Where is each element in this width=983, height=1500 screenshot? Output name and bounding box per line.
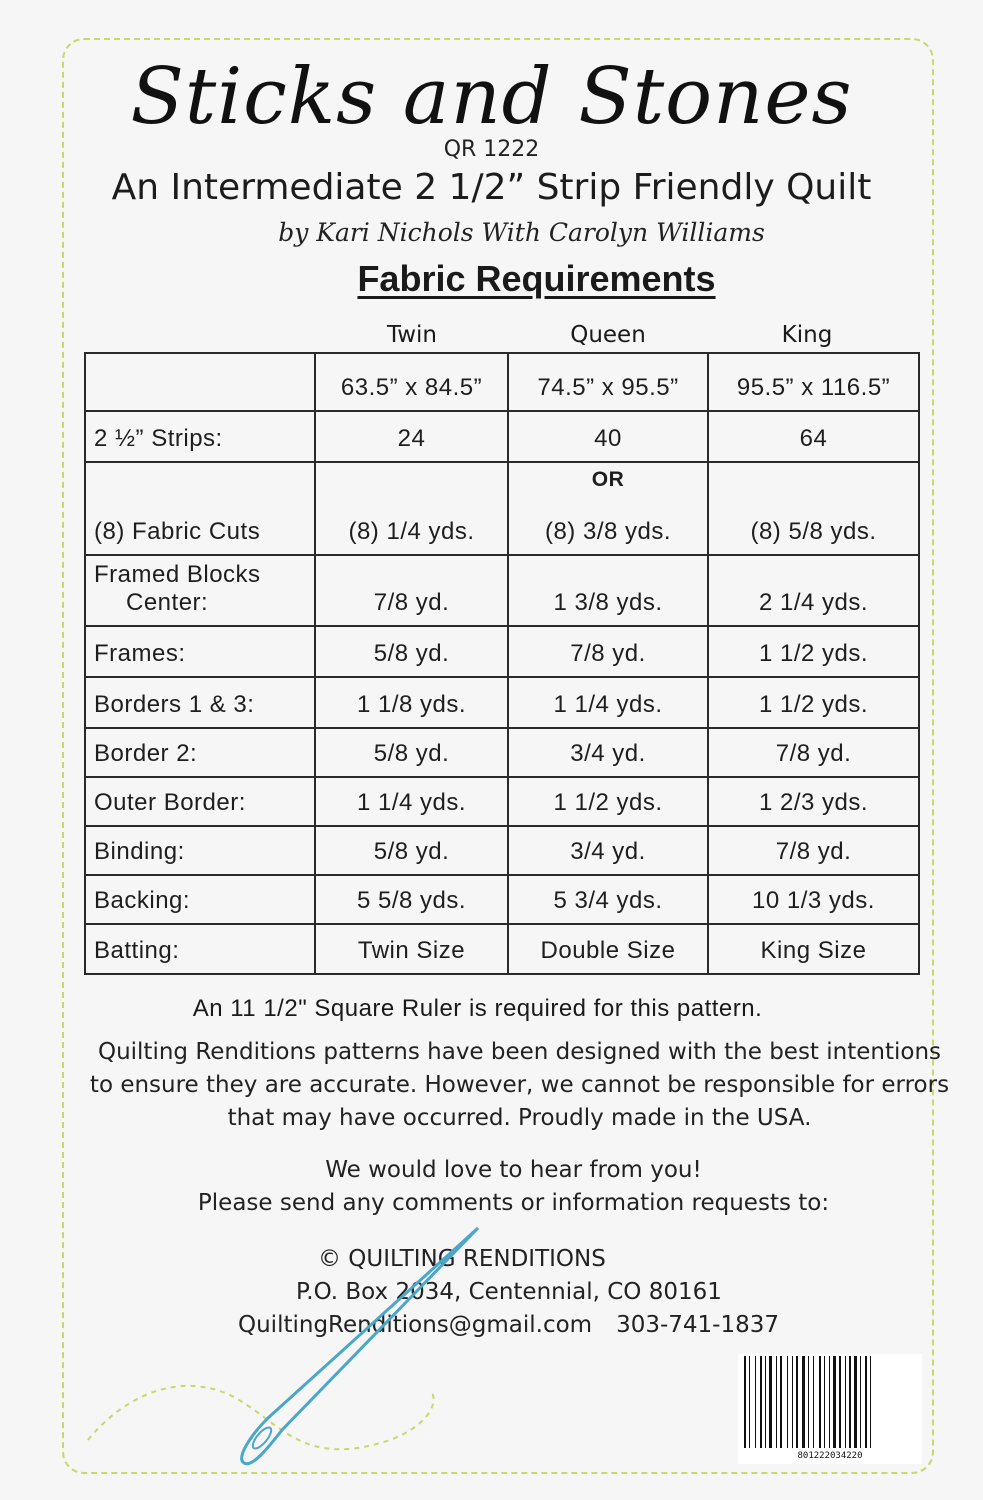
pattern-title: Sticks and Stones [130,52,853,142]
pattern-subtitle: An Intermediate 2 1/2” Strip Friendly Quilt [111,167,872,208]
table-cell: (8) 5/8 yds. [708,462,919,555]
table-cell: 7/8 yd. [708,728,919,777]
barcode-number: 801222034220 [797,1451,863,1461]
row-label: Border 2: [85,728,315,777]
row-label: Borders 1 & 3: [85,677,315,728]
row-label: Outer Border: [85,777,315,826]
table-cell: 5/8 yd. [315,728,508,777]
table-cell: 1 3/8 yds. [508,555,708,626]
table-cell: Twin Size [315,924,508,974]
table-cell: 63.5” x 84.5” [315,353,508,411]
ruler-note: An 11 1/2" Square Ruler is required for this pattern. [192,995,763,1022]
disclaimer-line: that may have occurred. Proudly made in the USA. [227,1105,812,1131]
table-cell: 5 5/8 yds. [315,875,508,924]
table-cell: 3/4 yd. [508,728,708,777]
column-header-king: King [781,322,833,348]
pattern-code: QR 1222 [443,137,540,162]
table-cell: 95.5” x 116.5” [708,353,919,411]
column-header-twin: Twin [386,322,438,348]
table-cell: 1 1/8 yds. [315,677,508,728]
table-cell: 10 1/3 yds. [708,875,919,924]
contact-intro-line: We would love to hear from you! [325,1157,702,1183]
table-cell: 64 [708,411,919,462]
contact-intro-line: Please send any comments or information requests to: [197,1190,830,1216]
disclaimer-line: Quilting Renditions patterns have been designed with the best intentions [97,1039,942,1065]
company-email[interactable]: QuiltingRenditions@gmail.com [238,1312,593,1338]
company-address: P.O. Box 2034, Centennial, CO 80161 [296,1279,722,1305]
company-name: © QUILTING RENDITIONS [318,1246,606,1272]
row-label: 2 ½” Strips: [85,411,315,462]
row-label: Batting: [85,924,315,974]
table-cell: 24 [315,411,508,462]
table-cell: 5 3/4 yds. [508,875,708,924]
disclaimer-line: to ensure they are accurate. However, we cannot be responsible for errors [89,1072,950,1098]
section-title-text: Fabric Requirements [357,258,716,299]
table-cell: 2 1/4 yds. [708,555,919,626]
column-header-queen: Queen [570,322,646,348]
table-cell: 3/4 yd. [508,826,708,875]
table-cell: King Size [708,924,919,974]
table-cell: Double Size [508,924,708,974]
pattern-byline: by Kari Nichols With Carolyn Williams [278,218,765,247]
table-cell: 74.5” x 95.5” [508,353,708,411]
table-cell: 1 2/3 yds. [708,777,919,826]
table-cell: 1 1/4 yds. [315,777,508,826]
table-cell: 1 1/4 yds. [508,677,708,728]
table-cell: 5/8 yd. [315,626,508,677]
row-label: (8) Fabric Cuts [85,462,315,555]
table-cell: 7/8 yd. [315,555,508,626]
table-cell: 1 1/2 yds. [708,626,919,677]
table-cell: 7/8 yd. [708,826,919,875]
table-cell: 1 1/2 yds. [508,777,708,826]
table-cell: 5/8 yd. [315,826,508,875]
table-cell: 7/8 yd. [508,626,708,677]
or-label: OR [591,468,625,491]
row-label-line: Center: [126,589,209,616]
table-cell: (8) 1/4 yds. [315,462,508,555]
company-phone: 303-741-1837 [616,1312,780,1338]
table-cell-value: (8) 3/8 yds. [544,518,672,545]
table-cell: 40 [508,411,708,462]
row-label: Frames: [85,626,315,677]
row-label: Backing: [85,875,315,924]
row-label: Binding: [85,826,315,875]
table-cell: 1 1/2 yds. [708,677,919,728]
row-label-line: Framed Blocks [94,561,261,588]
